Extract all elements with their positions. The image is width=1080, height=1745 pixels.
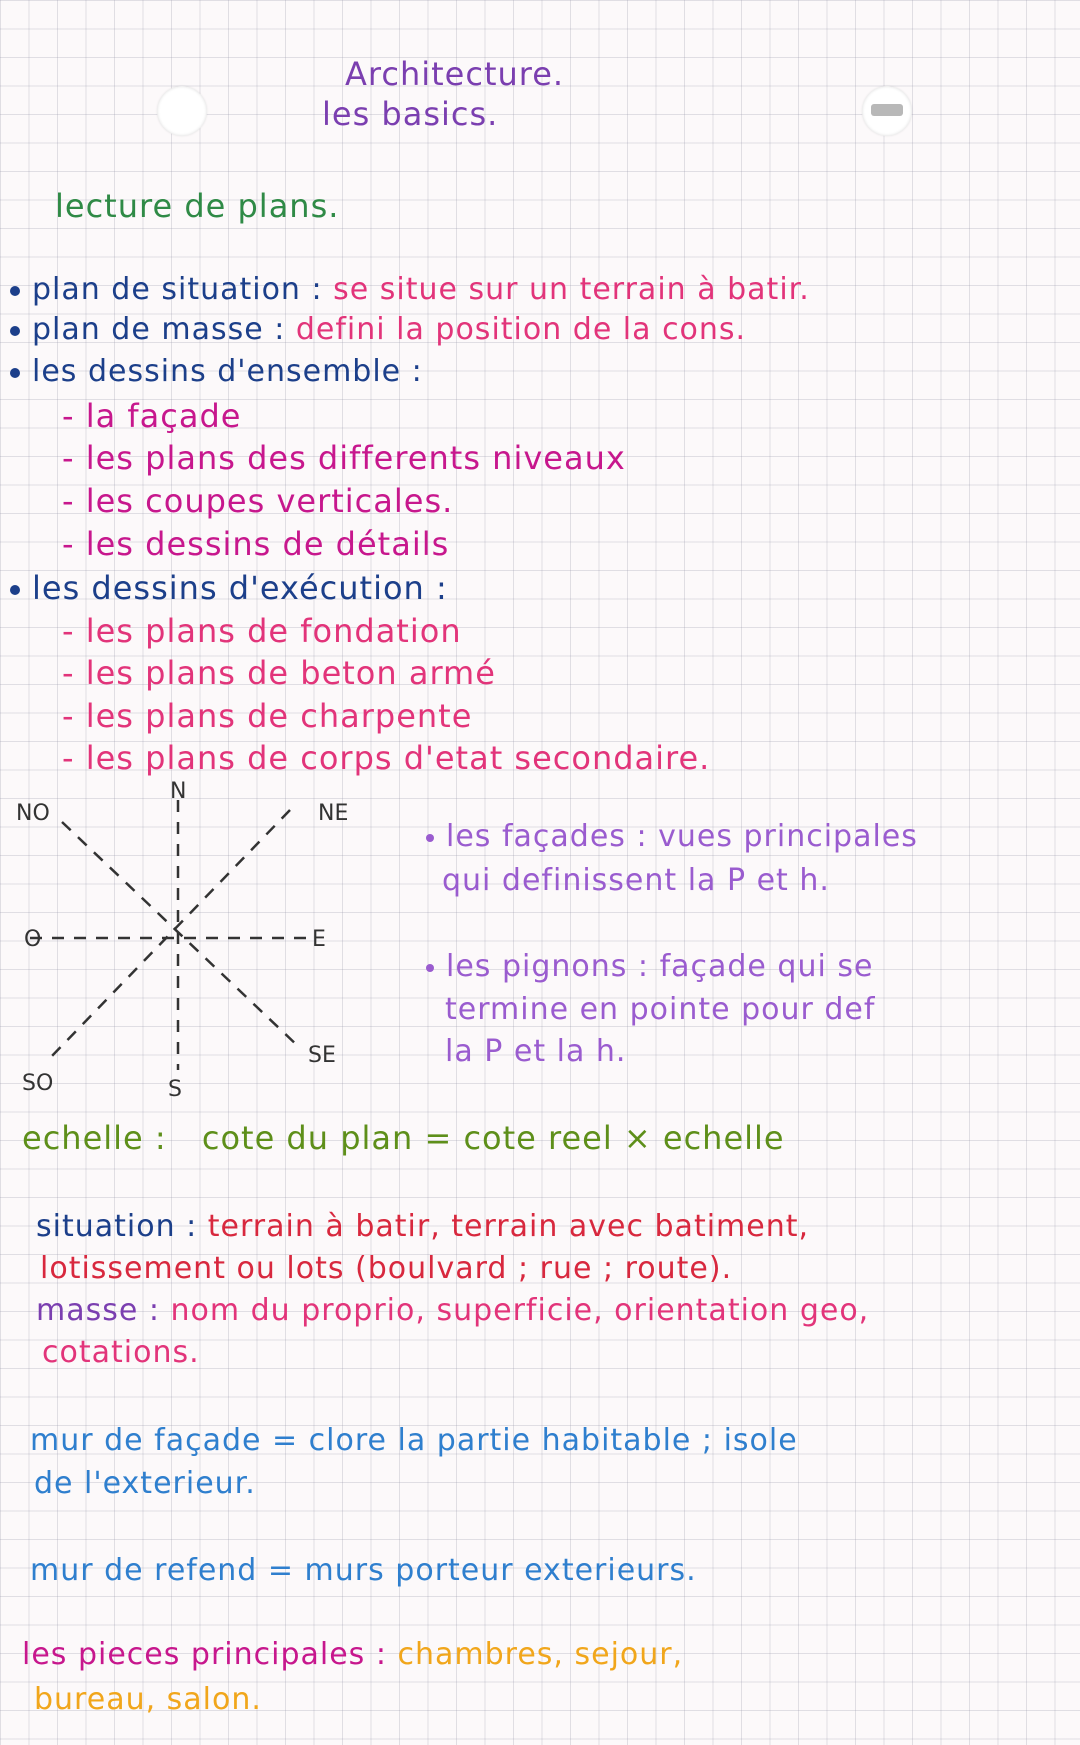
ensemble-item: - les dessins de détails [62,525,450,563]
compass-label-e: E [312,927,326,952]
execution-item: - les plans de charpente [62,697,473,735]
plan-situation [10,272,810,307]
pieces-line1 [22,1637,684,1672]
tape-piece [871,104,903,116]
compass-label-s: S [168,1077,182,1102]
compass-label-ne: NE [318,801,349,826]
binder-hole-right [862,86,912,136]
ensemble-item: - les coupes verticales. [62,482,454,520]
mur-facade-line2: de l'exterieur. [34,1466,256,1501]
compass-line-nose [62,822,300,1048]
pieces-line2: bureau, salon. [34,1682,262,1717]
plan-term: plan de situation : [32,272,323,307]
page-subtitle: les basics. [322,95,499,133]
ensemble-item: - les plans des differents niveaux [62,439,626,477]
compass-rose [0,780,380,1110]
binder-hole-left [157,86,207,136]
page-title: Architecture. [345,55,565,93]
execution-heading [10,569,448,607]
bullet-icon [10,368,20,378]
situation-line2: lotissement ou lots (boulvard ; rue ; route). [40,1251,733,1286]
plan-masse [10,312,747,347]
mur-facade-line1: mur de façade = clore la partie habitable ; isole [30,1423,798,1458]
plan-ensemble [10,354,423,389]
pignons-note-line3: la P et la h. [445,1034,627,1069]
execution-heading-text: les dessins d'exécution : [32,569,448,607]
situation-label: situation : [36,1209,198,1244]
pieces-text: chambres, sejour, [397,1637,684,1672]
situation-text: terrain à batir, terrain avec batiment, [207,1209,810,1244]
masse-label: masse : [36,1293,160,1328]
situation-line1 [36,1209,810,1244]
pieces-label: les pieces principales : [22,1637,387,1672]
masse-line1 [36,1293,870,1328]
bullet-icon [10,286,20,296]
masse-line2: cotations. [42,1335,200,1370]
bullet-icon [10,326,20,336]
compass-line-neso [50,810,290,1058]
facades-note-line2: qui definissent la P et h. [442,863,830,898]
bullet-icon [10,585,20,595]
bullet-icon [426,834,434,842]
masse-text: nom du proprio, superficie, orientation geo, [170,1293,870,1328]
pignons-note-line1 [426,949,874,984]
mur-refend: mur de refend = murs porteur exterieurs. [30,1553,697,1588]
execution-item: - les plans de beton armé [62,654,496,692]
compass-label-no: NO [16,801,50,826]
ensemble-item: - la façade [62,397,242,435]
execution-item: - les plans de corps d'etat secondaire. [62,739,711,777]
facades-note-text: les façades : vues principales [446,819,918,854]
bullet-icon [426,964,434,972]
section-heading: lecture de plans. [55,187,340,225]
compass-label-o: O [24,927,42,952]
plan-definition: defini la position de la cons. [295,312,747,347]
pignons-note-line2: termine en pointe pour def [445,992,876,1027]
compass-label-so: SO [22,1071,54,1096]
plan-term: plan de masse : [32,312,286,347]
echelle-formula: cote du plan = cote reel × echelle [201,1119,785,1157]
execution-item: - les plans de fondation [62,612,462,650]
echelle-label: echelle : [22,1119,167,1157]
facades-note-line1 [426,819,918,854]
compass-label-n: N [170,780,187,804]
plan-term: les dessins d'ensemble : [32,354,423,389]
plan-definition: se situe sur un terrain à batir. [333,272,810,307]
pignons-note-text: les pignons : façade qui se [446,949,874,984]
echelle-line [22,1119,785,1157]
compass-label-se: SE [308,1043,336,1068]
